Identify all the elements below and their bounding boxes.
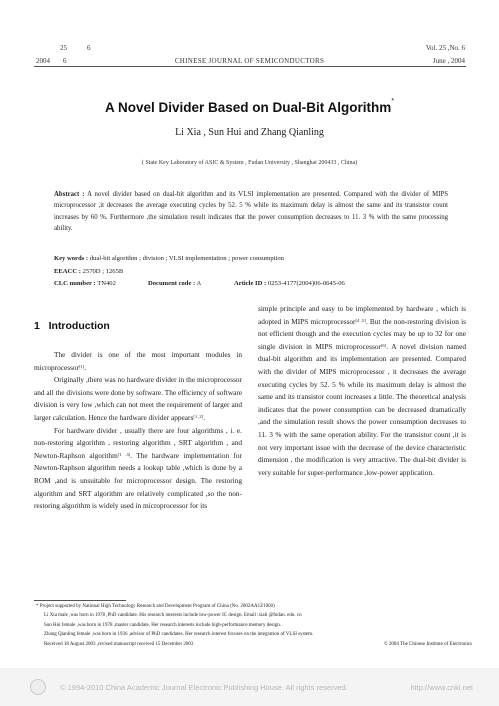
keywords-block [54,253,454,291]
paragraph: For hardware divider , usually there are four algorithms , i. e. non-restoring algorithm , restoring algorithm , SRT algorithm , and Newton-Raphson algorithm[1 ,3]. The hardware implementation for Newton-Raphson algorithm needs a lookup table ,which is done by a ROM ,and is unsuitable for microprocessor design. The restoring algorithm and SRT algorithm are relatively complicated ,so the non-restoring algorithm is widely used in microprocessor for its [34,425,242,511]
received-date: Received 18 August 2003 ,revised manuscript received 15 December 2003 [44,641,194,647]
classification-line: CLC number : TN402 Document code : A Article ID : 0253-4177(2004)06-0645-06 [54,280,345,287]
paragraph: simple principle and easy to be implemented by hardware , which is adopted in MIPS microprocessor[4 ,5]. But the non-restoring division is not efficient though and the execution cycles may be up to 32 for one single division in MIPS microprocessor[6]. A novel division named dual-bit algorithm and its implementation are presented. Compared with the divider of MIPS microprocessor , it decreases the average executing cycles by 52. 5 % while its maximum delay is almost the same and its transistor count increases a little. The theoretical analysis indicates that the power consumption can be decreased dramatically ,and the simulation result shows the power consumption decreases to 11. 3 % with the same operation ability. For the transistor count ,it is not very important issue with the decrease of the device characteristic dimension , the modification is very attractive. The dual-bit divider is very suitable for super-performance ,low-power application. [258,304,466,477]
paper-title: A Novel Divider Based on Dual-Bit Algorithm* [104,98,395,115]
journal-name: CHINESE JOURNAL OF SEMICONDUCTORS [174,57,325,65]
abstract-text: A novel divider based on dual-bit algorithm and its VLSI implementation are presented. Compared with the divider of MIPS microprocessor ,it decreases the average executing cycles by 52. 5 % while its maximum delay is almost the same and its transistor count increases by 60 %. Furthermore ,the simulation result indicates that the power consumption decreases to 11. 3 % with the same processing ability. [54,191,448,232]
document-code: A [196,280,202,287]
abstract [54,189,448,234]
keywords: dual-bit algorithm ; division ; VLSI implementation ; power consumption [89,255,284,262]
header-rule [34,66,466,67]
clc-number: TN402 [97,280,116,287]
paragraph: The divider is one of the most important modules in microprocessor[1]. [34,350,242,372]
footnote-author: Li Xia male ,was born in 1978 ,PhD candidate. His research interests include low-power IC design. Email :xiali @fudan. edu. cn [44,613,302,619]
header-year: 2004 [36,57,50,65]
issue-number: 6 [87,44,91,52]
paragraph: Originally ,there was no hardware divider in the microprocessor and all the divisions were done by software. The efficiency of software division is very low ,which can not meet the requirement of larger and larger calculation. Hence the hardware divider appears[1 ,2]. [34,375,242,422]
footnotes [36,602,476,649]
footnote-project: * Project supported by National High Technology Research and Development Program of China (No. 2002AA1Z1060) [36,604,275,609]
footnote-author: Zhang Qianling female ,was born in 1936 ,advisor of PhD candidates. Her research interest focuses on the integration of VLSI system. [44,632,314,638]
right-column [258,303,466,479]
footer-copyright: © 1994-2010 China Academic Journal Electronic Publishing House. All rights reserved. [60,683,348,692]
footer-link[interactable]: http://www.cnki.net [410,683,473,692]
footnote-author: Sun Hui female ,was born in 1978 ,master candidate. Her research interests include high-performance memory design. [44,622,282,628]
header-month: 6 [63,57,67,65]
copyright-notice: © 2004 The Chinese Institute of Electronics [383,641,472,647]
abstract-label: Abstract : [54,191,85,198]
footnote-rule [34,600,126,601]
header-date: June , 2004 [432,57,465,65]
eeacc: 2570D ; 1265B [82,267,124,275]
publisher-logo-icon [30,679,46,695]
article-id: 0253-4177(2004)06-0645-06 [267,280,345,287]
keywords-line: Key words : dual-bit algorithm ; division ; VLSI implementation ; power consumption [54,255,284,262]
author-list: Li Xia , Sun Hui and Zhang Qianling [175,127,324,138]
section-heading: 1 Introduction [34,320,110,332]
affiliation: ( State Key Laboratory of ASIC & System , Fudan University , Shanghai 200433 , China) [141,160,358,166]
header-vol-issue: Vol. 25 ,No. 6 [425,44,465,52]
volume-number: 25 [60,44,67,52]
eeacc-line: EEACC : 2570D ; 1265B [54,267,124,275]
left-column [34,349,242,513]
